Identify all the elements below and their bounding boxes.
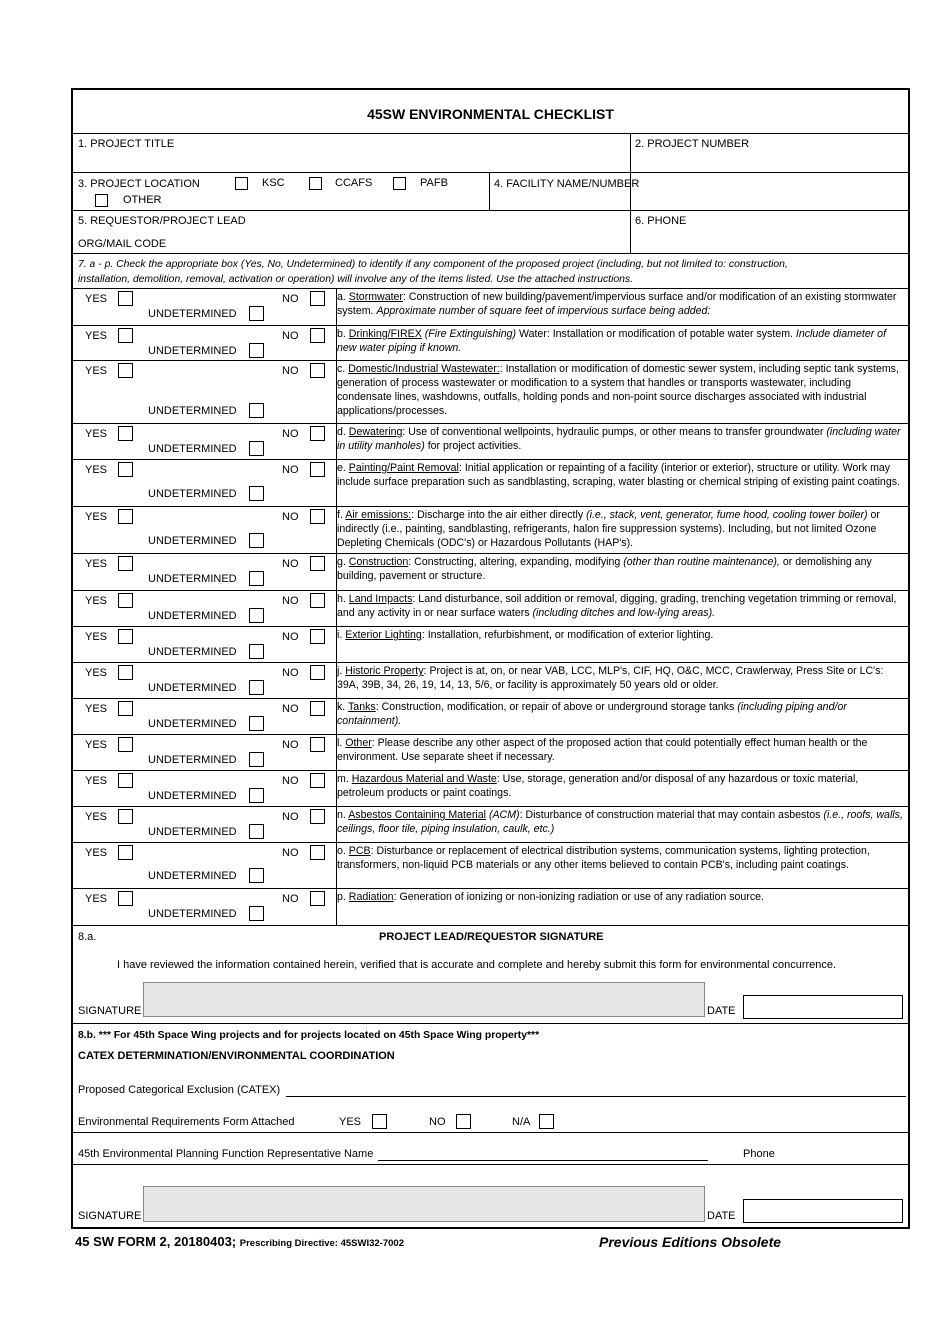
yes-label: YES [85, 775, 108, 787]
erf-na-label: N/A [512, 1116, 531, 1128]
prescribing-directive: Prescribing Directive: 45SWI32-7002 [239, 1238, 404, 1249]
item-text: Installation or modification of potable water system. [552, 328, 793, 340]
item-name-qualifier: (ACM) [488, 809, 520, 821]
ksc-checkbox[interactable] [235, 177, 248, 190]
yes-label: YES [85, 464, 108, 476]
yes-label: YES [85, 428, 108, 440]
divider [73, 806, 908, 807]
ksc-label: KSC [262, 177, 285, 189]
undetermined-checkbox[interactable] [249, 644, 264, 659]
no-checkbox[interactable] [310, 462, 325, 477]
item-name: Tanks [348, 701, 376, 713]
yes-checkbox[interactable] [118, 737, 133, 752]
item-name-qualifier: (Fire Extinguishing) [424, 328, 517, 340]
item-description: o. PCB: Disturbance or replacement of electrical distribution systems, communication systems, lighting protection, transformers, non-liquid PCB materials or any other items believed to contain PCB's, including paint coatings. [337, 845, 870, 871]
ccafs-label: CCAFS [335, 177, 373, 189]
no-label: NO [282, 703, 299, 715]
obsolete-notice: Previous Editions Obsolete [599, 1234, 782, 1250]
item-note: (other than routine maintenance), [623, 556, 780, 568]
item-name: Hazardous Material and Waste [351, 773, 497, 785]
item-note: (i.e., stack, vent, generator, fume hood, cooling tower boiler) [586, 509, 868, 521]
undetermined-label: UNDETERMINED [148, 754, 237, 766]
item-description: h. Land Impacts: Land disturbance, soil addition or removal, digging, grading, trenching vegetation trimming or removal, and any activity in or near surface waters (including ditches and low-lying areas). [337, 593, 897, 619]
item-description: b. Drinking/FIREX (Fire Extinguishing) Water: Installation or modification of potable water system. Include diameter of new water piping if known. [337, 328, 887, 354]
undetermined-label: UNDETERMINED [148, 308, 237, 320]
no-label: NO [282, 464, 299, 476]
no-checkbox[interactable] [310, 426, 325, 441]
undetermined-checkbox[interactable] [249, 906, 264, 921]
divider [73, 423, 908, 424]
item-text: Disturbance of construction material that may contain asbestos [525, 809, 821, 821]
rep-phone-label: Phone [743, 1148, 775, 1160]
yes-checkbox[interactable] [118, 328, 133, 343]
signature-label-2: SIGNATURE [78, 1210, 142, 1222]
no-label: NO [282, 847, 299, 859]
undetermined-checkbox[interactable] [249, 868, 264, 883]
ccafs-checkbox[interactable] [309, 177, 322, 190]
no-checkbox[interactable] [310, 701, 325, 716]
project-title-label: 1. PROJECT TITLE [78, 138, 175, 150]
undetermined-label: UNDETERMINED [148, 573, 237, 585]
item-description: i. Exterior Lighting: Installation, refurbishment, or modification of exterior lighting. [337, 629, 714, 641]
rep-name-label: 45th Environmental Planning Function Representative Name [78, 1148, 374, 1160]
undetermined-label: UNDETERMINED [148, 908, 237, 920]
section-8a-label: 8.a. [78, 931, 97, 943]
item-text: Use, storage, generation and/or disposal of any hazardous or toxic material, petroleum products or paint coatings. [337, 773, 859, 799]
org-mail-label: ORG/MAIL CODE [78, 238, 167, 250]
erf-label: Environmental Requirements Form Attached [78, 1116, 295, 1128]
no-label: NO [282, 428, 299, 440]
yes-checkbox[interactable] [118, 773, 133, 788]
item-letter: d. [337, 426, 346, 438]
undetermined-checkbox[interactable] [249, 571, 264, 586]
yes-checkbox[interactable] [118, 809, 133, 824]
undetermined-label: UNDETERMINED [148, 535, 237, 547]
item-note: (i.e., roofs, walls, ceilings, floor tile, piping insulation, caulk, etc.) [337, 809, 903, 835]
item-name: Historic Property [345, 665, 424, 677]
no-checkbox[interactable] [310, 737, 325, 752]
no-label: NO [282, 365, 299, 377]
no-label: NO [282, 739, 299, 751]
section-8b-label: 8.b. *** For 45th Space Wing projects and for projects located on 45th Space Wing property*** [78, 1030, 540, 1041]
no-checkbox[interactable] [310, 845, 325, 860]
no-label: NO [282, 631, 299, 643]
item-text-tail: or demolishing any building, pavement or structure. [337, 556, 872, 582]
yes-label: YES [85, 893, 108, 905]
item-description: f. Air emissions:: Discharge into the air either directly (i.e., stack, vent, generator, fume hood, cooling tower boiler) or indirectly (i.e., painting, sandblasting, refrigerants, halon fire suppression systems). Including, but not limited Ozone Depleting Chemicals (ODC's) or Hazardous Pollutants (HAP's). [337, 509, 880, 549]
undetermined-label: UNDETERMINED [148, 443, 237, 455]
phone-label: 6. PHONE [635, 215, 687, 227]
undetermined-label: UNDETERMINED [148, 790, 237, 802]
item-text: Initial application or repainting of a facility (interior or exterior), structure or utility. Work may include surface preparation such as sandblasting, scraping, water blasting or chemical striping of existing paint coatings. [337, 462, 900, 488]
item-name: Exterior Lighting [345, 629, 422, 641]
item-note: Include diameter of new water piping if known. [337, 328, 887, 354]
divider [73, 459, 908, 460]
form-title: 45SW ENVIRONMENTAL CHECKLIST [367, 106, 614, 122]
undetermined-checkbox[interactable] [249, 533, 264, 548]
item-letter: m. [337, 773, 349, 785]
item-text: Construction of new building/pavement/impervious surface and/or modification of an existing stormwater system. [337, 291, 897, 317]
item-name: PCB [348, 845, 371, 857]
no-checkbox[interactable] [310, 509, 325, 524]
no-checkbox[interactable] [310, 629, 325, 644]
no-label: NO [282, 511, 299, 523]
yes-label: YES [85, 847, 108, 859]
divider [73, 325, 908, 326]
item-letter: b. [337, 328, 346, 340]
requestor-label: 5. REQUESTOR/PROJECT LEAD [78, 215, 246, 227]
yes-label: YES [85, 511, 108, 523]
item-description: j. Historic Property: Project is at, on, or near VAB, LCC, MLP's, CIF, HQ, O&C, MCC, Crawlerway, Press Site or LC's: 39A, 39B, 34, 26, 19, 14, 13, 5/6, or facility is approximately 50 years old or older. [337, 665, 884, 691]
item-name: Domestic/Industrial Wastewater: [348, 363, 500, 375]
no-checkbox[interactable] [310, 891, 325, 906]
item-name: Air emissions: [345, 509, 412, 521]
item-text: Generation of ionizing or non-ionizing radiation or use of any radiation source. [399, 891, 764, 903]
item-name: Radiation [348, 891, 394, 903]
yes-label: YES [85, 558, 108, 570]
item-letter: j. [337, 665, 343, 677]
item-description: d. Dewatering: Use of conventional wellpoints, hydraulic pumps, or other means to transfer groundwater (including water in utility manholes) for project activities. [337, 426, 901, 452]
section-8a-statement: I have reviewed the information contained herein, verified that is accurate and complete and hereby submit this form for environmental concurrence. [117, 959, 837, 971]
undetermined-checkbox[interactable] [249, 716, 264, 731]
item-note: (including water in utility manholes) [337, 426, 901, 452]
item-text: Discharge into the air either directly [417, 509, 584, 521]
no-checkbox[interactable] [310, 556, 325, 571]
no-checkbox[interactable] [310, 593, 325, 608]
no-label: NO [282, 595, 299, 607]
yes-label: YES [85, 739, 108, 751]
undetermined-label: UNDETERMINED [148, 870, 237, 882]
no-checkbox[interactable] [310, 328, 325, 343]
checklist-form [71, 88, 910, 1229]
no-label: NO [282, 293, 299, 305]
item-description: n. Asbestos Containing Material (ACM): Disturbance of construction material that may contain asbestos (i.e., roofs, walls, ceilings, floor tile, piping insulation, caulk, etc.) [337, 809, 903, 835]
no-label: NO [282, 330, 299, 342]
item-name: Other [345, 737, 372, 749]
item-letter: f. [337, 509, 343, 521]
divider [73, 842, 908, 843]
date-label-2: DATE [707, 1210, 736, 1222]
undetermined-checkbox[interactable] [249, 306, 264, 321]
project-number-label: 2. PROJECT NUMBER [635, 138, 750, 150]
item-letter: e. [337, 462, 346, 474]
yes-checkbox[interactable] [118, 891, 133, 906]
no-label: NO [282, 893, 299, 905]
yes-checkbox[interactable] [118, 509, 133, 524]
yes-label: YES [85, 330, 108, 342]
catex-input-line[interactable] [286, 1096, 906, 1097]
divider [73, 698, 908, 699]
item-text: Construction, modification, or repair of above or underground storage tanks [381, 701, 735, 713]
undetermined-label: UNDETERMINED [148, 610, 237, 622]
undetermined-checkbox[interactable] [249, 486, 264, 501]
item-name: Land Impacts [348, 593, 413, 605]
undetermined-checkbox[interactable] [249, 680, 264, 695]
item-description: k. Tanks: Construction, modification, or repair of above or underground storage tanks (including piping and/or containment). [337, 701, 847, 727]
pafb-checkbox[interactable] [393, 177, 406, 190]
requestor-signature-field[interactable] [143, 982, 705, 1017]
yes-checkbox[interactable] [118, 556, 133, 571]
item-text-tail: or indirectly (i.e., painting, sandblasting, refrigerants, halon fire suppression systems). Including, but not limited Ozone Depleting Chemicals (ODC's) or Hazardous Pollutants (HAP's). [337, 509, 880, 549]
item-description: e. Painting/Paint Removal: Initial application or repainting of a facility (interior or exterior), structure or utility. Work may include surface preparation such as sandblasting, scraping, water blasting or chemical striping of existing paint coatings. [337, 462, 900, 488]
item-letter: o. [337, 845, 346, 857]
project-location-label: 3. PROJECT LOCATION [78, 178, 200, 190]
item-name: Dewatering [348, 426, 403, 438]
item-letter: a. [337, 291, 346, 303]
yes-checkbox[interactable] [118, 629, 133, 644]
form-id-footer [75, 1234, 404, 1249]
undetermined-checkbox[interactable] [249, 752, 264, 767]
item-description: l. Other: Please describe any other aspect of the proposed action that could potentially effect human health or the environment. Use separate sheet if necessary. [337, 737, 868, 763]
divider [73, 662, 908, 663]
item-text: Land disturbance, soil addition or removal, digging, grading, trenching vegetation trimming or removal, and any activity in or near surface waters [337, 593, 897, 619]
item-letter: c. [337, 363, 346, 375]
erf-no-label: NO [429, 1116, 446, 1128]
yes-label: YES [85, 667, 108, 679]
undetermined-checkbox[interactable] [249, 441, 264, 456]
item-text: Installation, refurbishment, or modification of exterior lighting. [427, 629, 714, 641]
item-description: m. Hazardous Material and Waste: Use, storage, generation and/or disposal of any hazardous or toxic material, petroleum products or paint coatings. [337, 773, 859, 799]
item-name: Painting/Paint Removal [348, 462, 459, 474]
divider [73, 1023, 908, 1024]
divider [73, 888, 908, 889]
yes-label: YES [85, 811, 108, 823]
no-checkbox[interactable] [310, 809, 325, 824]
item-letter: n. [337, 809, 346, 821]
divider [73, 506, 908, 507]
undetermined-label: UNDETERMINED [148, 405, 237, 417]
divider [73, 590, 908, 591]
no-label: NO [282, 558, 299, 570]
erf-yes-label: YES [339, 1116, 362, 1128]
yes-checkbox[interactable] [118, 426, 133, 441]
yes-label: YES [85, 293, 108, 305]
undetermined-label: UNDETERMINED [148, 488, 237, 500]
item-name: Asbestos Containing Material [348, 809, 486, 821]
yes-checkbox[interactable] [118, 291, 133, 306]
no-checkbox[interactable] [310, 363, 325, 378]
divider [630, 133, 631, 253]
instructions-line-2: installation, demolition, removal, activation or operation) will involve any of the items listed. Use the attached instructions. [78, 274, 634, 285]
divider [73, 770, 908, 771]
divider [73, 360, 908, 361]
no-checkbox[interactable] [310, 773, 325, 788]
item-text: Please describe any other aspect of the proposed action that could potentially effect human health or the environment. Use separate sheet if necessary. [337, 737, 868, 763]
other-checkbox[interactable] [95, 194, 108, 207]
item-description: c. Domestic/Industrial Wastewater:: Installation or modification of domestic sewer system, including septic tank systems, generation of process wastewater or modification to a system that handles or transports wastewater, including condensate lines, washdowns, outfalls, holding ponds and non-point source discharges associated with industrial applications/processes. [337, 363, 899, 417]
undetermined-checkbox[interactable] [249, 343, 264, 358]
yes-checkbox[interactable] [118, 845, 133, 860]
divider [73, 734, 908, 735]
item-name: Drinking/FIREX [348, 328, 422, 340]
item-description: p. Radiation: Generation of ionizing or non-ionizing radiation or use of any radiation source. [337, 891, 764, 903]
item-note: (including piping and/or containment). [337, 701, 847, 727]
item-letter: h. [337, 593, 346, 605]
divider [73, 172, 908, 173]
divider [73, 288, 908, 289]
item-text: Use of conventional wellpoints, hydraulic pumps, or other means to transfer groundwater [408, 426, 824, 438]
item-text: Project is at, on, or near VAB, LCC, MLP's, CIF, HQ, O&C, MCC, Crawlerway, Press Site or LC's: 39A, 39B, 34, 26, 19, 14, 13, 5/6, or facility is approximately 50 years old or older. [337, 665, 884, 691]
yes-checkbox[interactable] [118, 593, 133, 608]
item-name-suffix: Water [516, 328, 547, 340]
yes-checkbox[interactable] [118, 363, 133, 378]
section-8a-heading: PROJECT LEAD/REQUESTOR SIGNATURE [379, 931, 604, 943]
date-label: DATE [707, 1005, 736, 1017]
item-letter: l. [337, 737, 343, 749]
item-text: Disturbance or replacement of electrical distribution systems, communication systems, lighting protection, transformers, non-liquid PCB materials or any other items believed to contain PCB's, including paint coatings. [337, 845, 870, 871]
signature-label: SIGNATURE [78, 1005, 142, 1017]
erf-no-checkbox[interactable] [456, 1114, 471, 1129]
item-text-tail: for project activities. [427, 440, 522, 452]
erf-na-checkbox[interactable] [539, 1114, 554, 1129]
item-name: Stormwater [348, 291, 403, 303]
divider [73, 253, 908, 254]
yes-checkbox[interactable] [118, 462, 133, 477]
undetermined-checkbox[interactable] [249, 403, 264, 418]
no-label: NO [282, 775, 299, 787]
divider [73, 626, 908, 627]
item-letter: p. [337, 891, 346, 903]
pafb-label: PAFB [420, 177, 448, 189]
yes-label: YES [85, 365, 108, 377]
item-text: Constructing, altering, expanding, modifying [414, 556, 621, 568]
item-letter: i. [337, 629, 343, 641]
form-id: 45 SW FORM 2, 20180403; [75, 1234, 237, 1249]
undetermined-label: UNDETERMINED [148, 718, 237, 730]
item-text: Installation or modification of domestic sewer system, including septic tank systems, generation of process wastewater or modification to a system that handles or transports wastewater, including condensate lines, washdowns, outfalls, holding ponds and non-point source discharges associated with industrial applications/processes. [337, 363, 899, 417]
erf-yes-checkbox[interactable] [372, 1114, 387, 1129]
undetermined-label: UNDETERMINED [148, 646, 237, 658]
no-checkbox[interactable] [310, 291, 325, 306]
catex-label: Proposed Categorical Exclusion (CATEX) [78, 1084, 281, 1096]
undetermined-label: UNDETERMINED [148, 682, 237, 694]
rep-date-field[interactable] [743, 1199, 903, 1223]
divider [73, 925, 908, 926]
item-note: (including ditches and low-lying areas). [532, 607, 716, 619]
requestor-date-field[interactable] [743, 995, 903, 1019]
rep-name-input-line[interactable] [378, 1160, 708, 1161]
yes-checkbox[interactable] [118, 701, 133, 716]
item-name: Construction [348, 556, 409, 568]
divider [73, 133, 908, 134]
item-letter: g. [337, 556, 346, 568]
yes-label: YES [85, 631, 108, 643]
undetermined-checkbox[interactable] [249, 824, 264, 839]
divider [73, 1164, 908, 1165]
divider [73, 553, 908, 554]
facility-label: 4. FACILITY NAME/NUMBER [494, 178, 640, 190]
undetermined-label: UNDETERMINED [148, 826, 237, 838]
undetermined-checkbox[interactable] [249, 608, 264, 623]
no-checkbox[interactable] [310, 665, 325, 680]
item-description: g. Construction: Constructing, altering, expanding, modifying (other than routine maintenance), or demolishing any building, pavement or structure. [337, 556, 872, 582]
item-letter: k. [337, 701, 346, 713]
yes-label: YES [85, 703, 108, 715]
undetermined-label: UNDETERMINED [148, 345, 237, 357]
yes-label: YES [85, 595, 108, 607]
yes-checkbox[interactable] [118, 665, 133, 680]
divider [73, 210, 908, 211]
item-note: Approximate number of square feet of impervious surface being added: [376, 305, 711, 317]
other-label: OTHER [123, 194, 162, 206]
no-label: NO [282, 811, 299, 823]
divider [489, 172, 490, 210]
instructions-line-1: 7. a - p. Check the appropriate box (Yes, No, Undetermined) to identify if any component of the proposed project (including, but not limited to: construction, [78, 259, 788, 270]
divider [73, 1132, 908, 1133]
rep-signature-field[interactable] [143, 1186, 705, 1222]
undetermined-checkbox[interactable] [249, 788, 264, 803]
no-label: NO [282, 667, 299, 679]
item-description: a. Stormwater: Construction of new building/pavement/impervious surface and/or modification of an existing stormwater system. Approximate number of square feet of impervious surface being added: [337, 291, 897, 317]
section-8b-heading: CATEX DETERMINATION/ENVIRONMENTAL COORDINATION [78, 1050, 395, 1062]
